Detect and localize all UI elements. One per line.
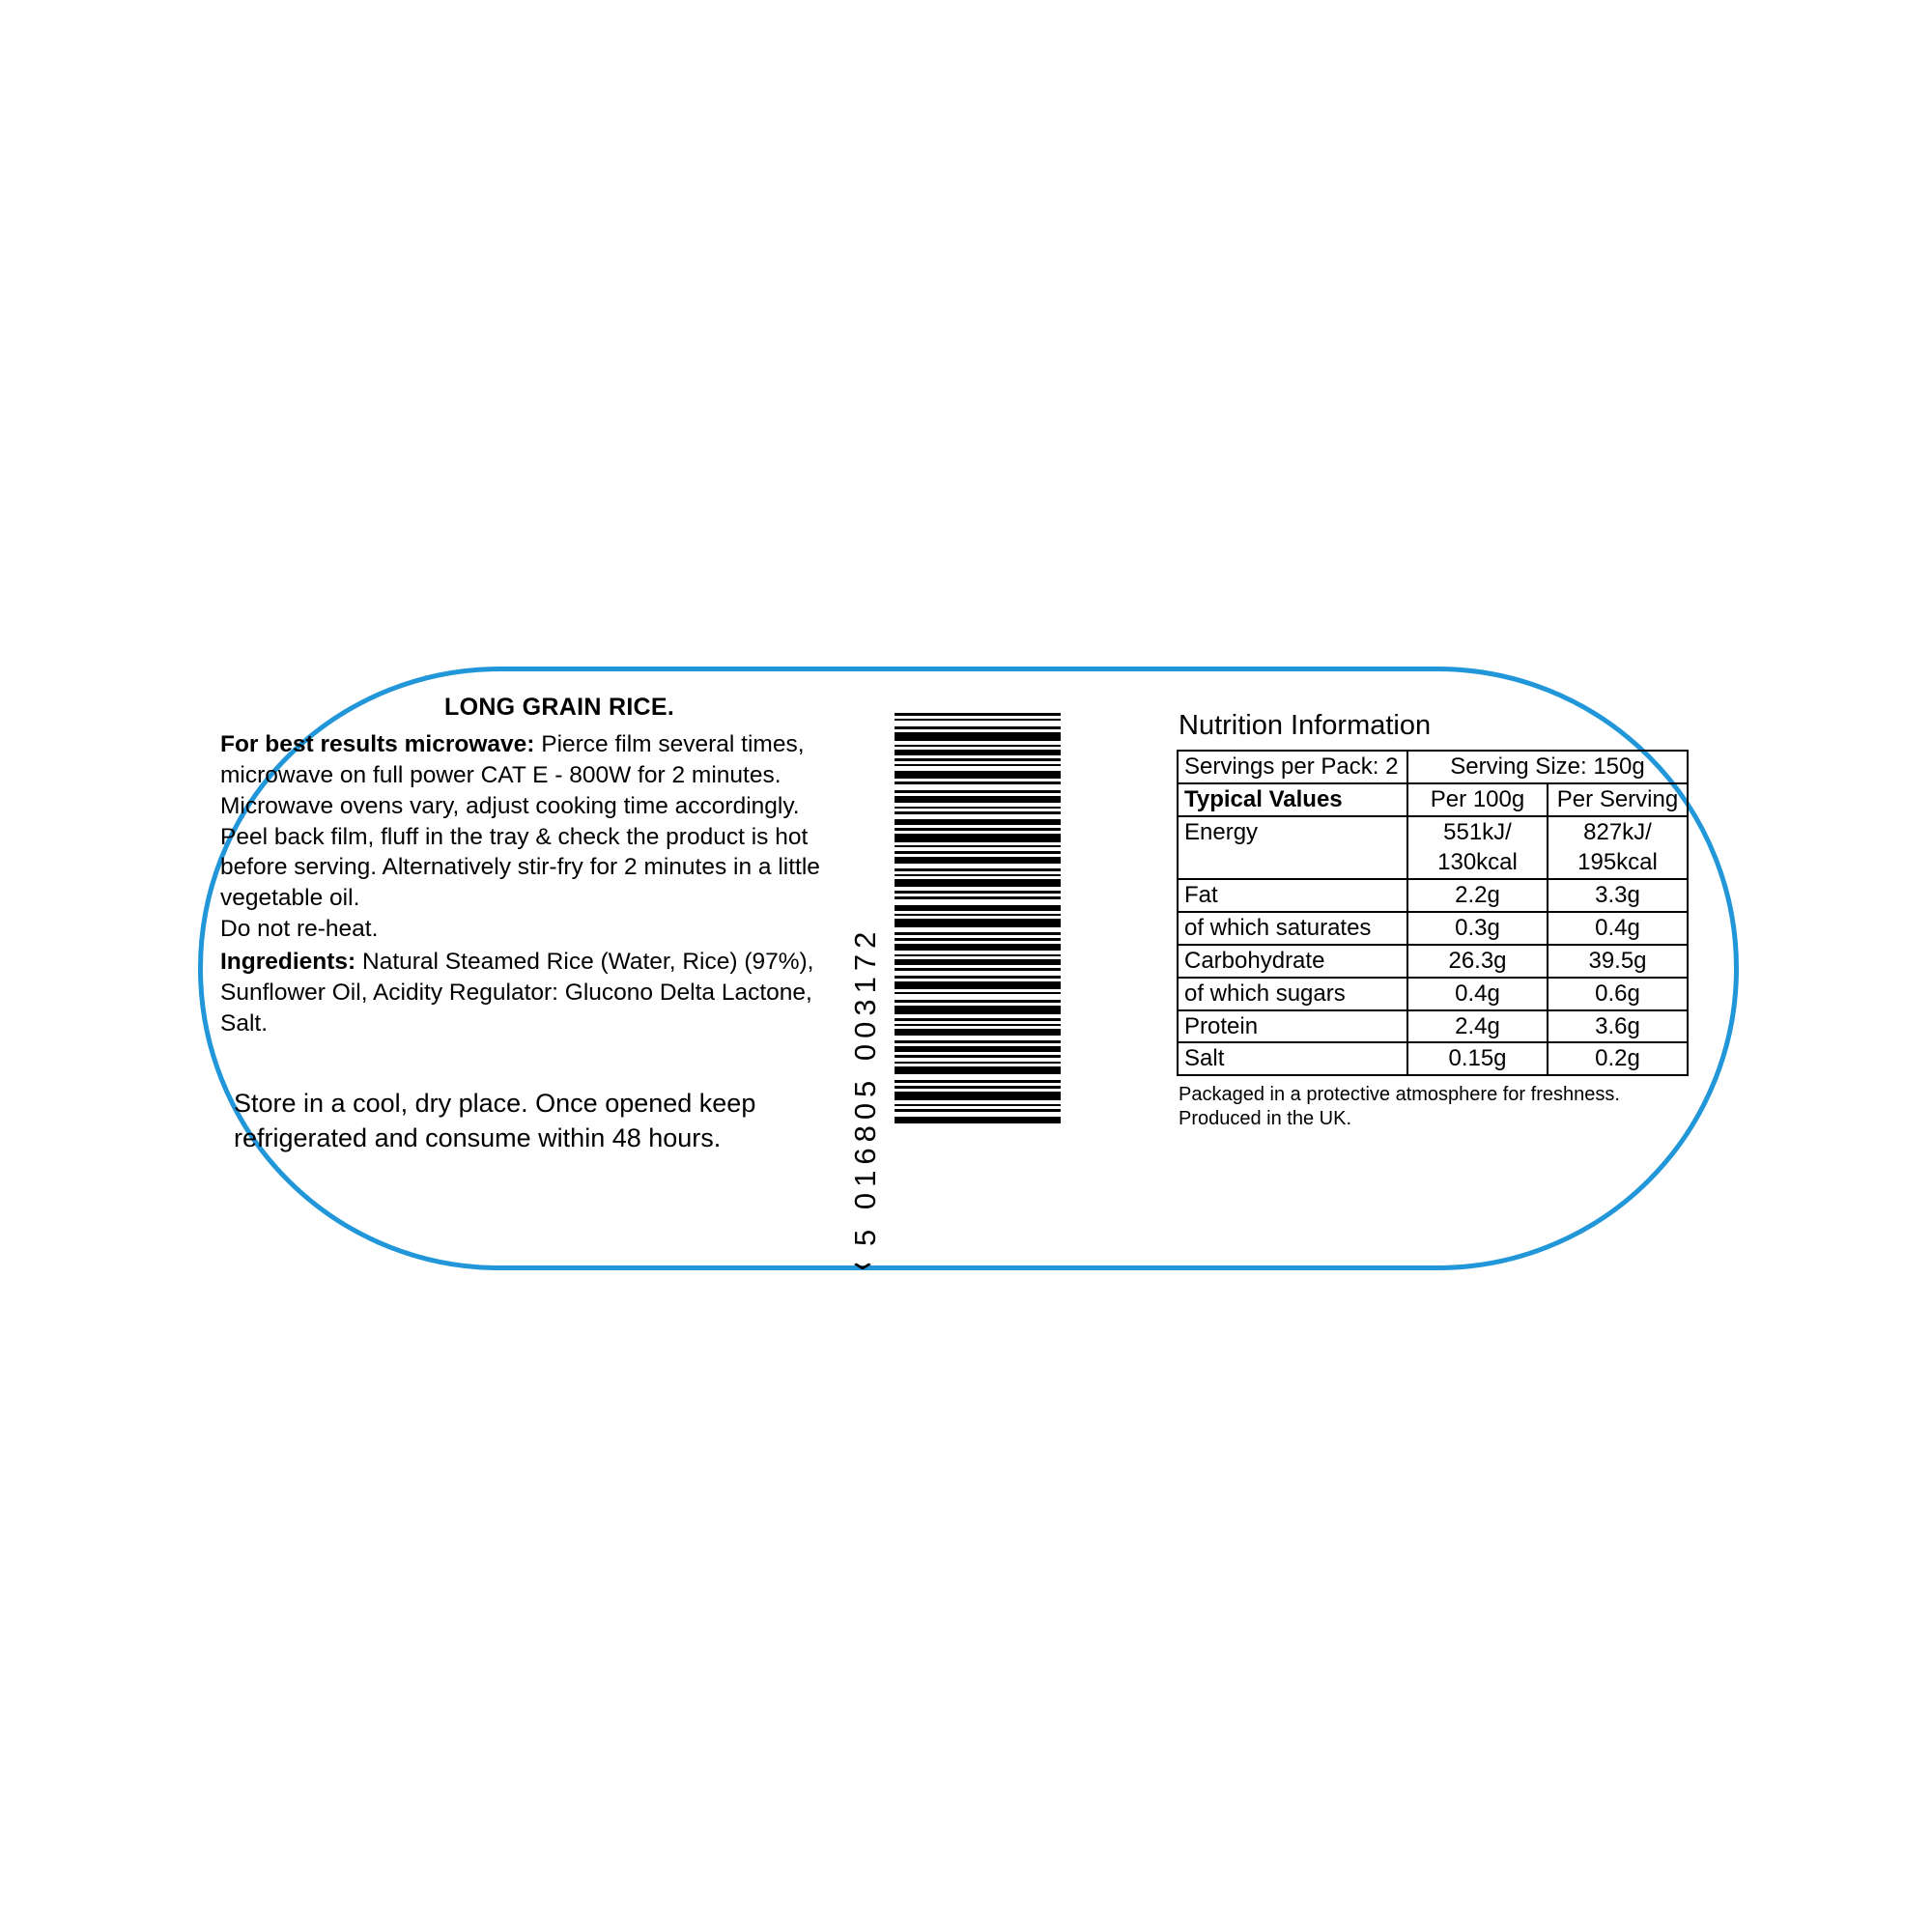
table-row-servings [1178,751,1688,783]
row-per-serving: 3.6g [1548,1010,1688,1043]
row-label: Salt [1178,1042,1407,1075]
row-per-serving: 39.5g [1548,945,1688,978]
row-label: of which sugars [1178,978,1407,1010]
nutrition-title: Nutrition Information [1179,710,1432,741]
barcode-digits: 5 016805 003172 [848,925,882,1246]
table-row [1178,847,1688,879]
ingredients-text: Natural Steamed Rice (Water, Rice) (97%), Sunflower Oil, Acidity Regulator: Glucono Delta Lactone, Salt. [220,948,814,1037]
row-per-serving: 195kcal [1548,847,1688,879]
cooking-instructions [220,729,838,914]
barcode [845,676,1063,1275]
row-label [1178,847,1407,879]
storage-instructions: Store in a cool, dry place. Once opened keep refrigerated and consume within 48 hours. [234,1089,756,1152]
row-per-serving: 0.6g [1548,978,1688,1010]
row-per-100g: 2.4g [1407,1010,1548,1043]
row-per-100g: 0.4g [1407,978,1548,1010]
nutrition-panel [1177,710,1689,1131]
ingredients-lead: Ingredients: [220,948,356,975]
footnote-line-1: Packaged in a protective atmosphere for freshness. [1179,1084,1620,1106]
table-row [1178,945,1688,978]
footnote-line-2: Produced in the UK. [1179,1108,1351,1130]
product-title: LONG GRAIN RICE. [444,694,675,721]
ingredients [220,947,838,1039]
cooking-instructions-block [220,694,838,1038]
footnote [1177,1083,1689,1131]
cooking-instructions-lead: For best results microwave: [220,731,535,757]
row-label: Fat [1178,879,1407,912]
row-per-100g: 130kcal [1407,847,1548,879]
header-per-serving: Per Serving [1548,783,1688,816]
barcode-caret-icon: ⌄ [845,1246,880,1275]
table-row-header [1178,783,1688,816]
table-row [1178,1010,1688,1043]
storage-block [220,1087,838,1155]
barcode-bars [895,713,1061,1225]
row-per-serving: 827kJ/ [1548,816,1688,848]
row-label: Energy [1178,816,1407,848]
serving-size: Serving Size: 150g [1407,751,1688,783]
row-label: Carbohydrate [1178,945,1407,978]
table-row [1178,879,1688,912]
table-row [1178,912,1688,945]
row-per-100g: 0.3g [1407,912,1548,945]
row-per-serving: 3.3g [1548,879,1688,912]
table-row [1178,978,1688,1010]
row-per-serving: 0.2g [1548,1042,1688,1075]
table-row [1178,1042,1688,1075]
table-row [1178,816,1688,848]
no-reheat-note: Do not re-heat. [220,916,379,943]
row-per-serving: 0.4g [1548,912,1688,945]
row-per-100g: 2.2g [1407,879,1548,912]
row-per-100g: 26.3g [1407,945,1548,978]
row-per-100g: 551kJ/ [1407,816,1548,848]
nutrition-table [1177,750,1689,1076]
row-label: of which saturates [1178,912,1407,945]
row-label: Protein [1178,1010,1407,1043]
cooking-instructions-text: Pierce film several times, microwave on full power CAT E - 800W for 2 minutes. Microwave ovens vary, adjust cooking time accordingly. Peel back film, fluff in the tray & check the product is hot before serving. Alternatively stir-fry for 2 minutes in a little vegetable oil. [220,731,820,912]
row-per-100g: 0.15g [1407,1042,1548,1075]
header-per-100g: Per 100g [1407,783,1548,816]
servings-per-pack: Servings per Pack: 2 [1178,751,1407,783]
header-typical-values: Typical Values [1178,783,1407,816]
